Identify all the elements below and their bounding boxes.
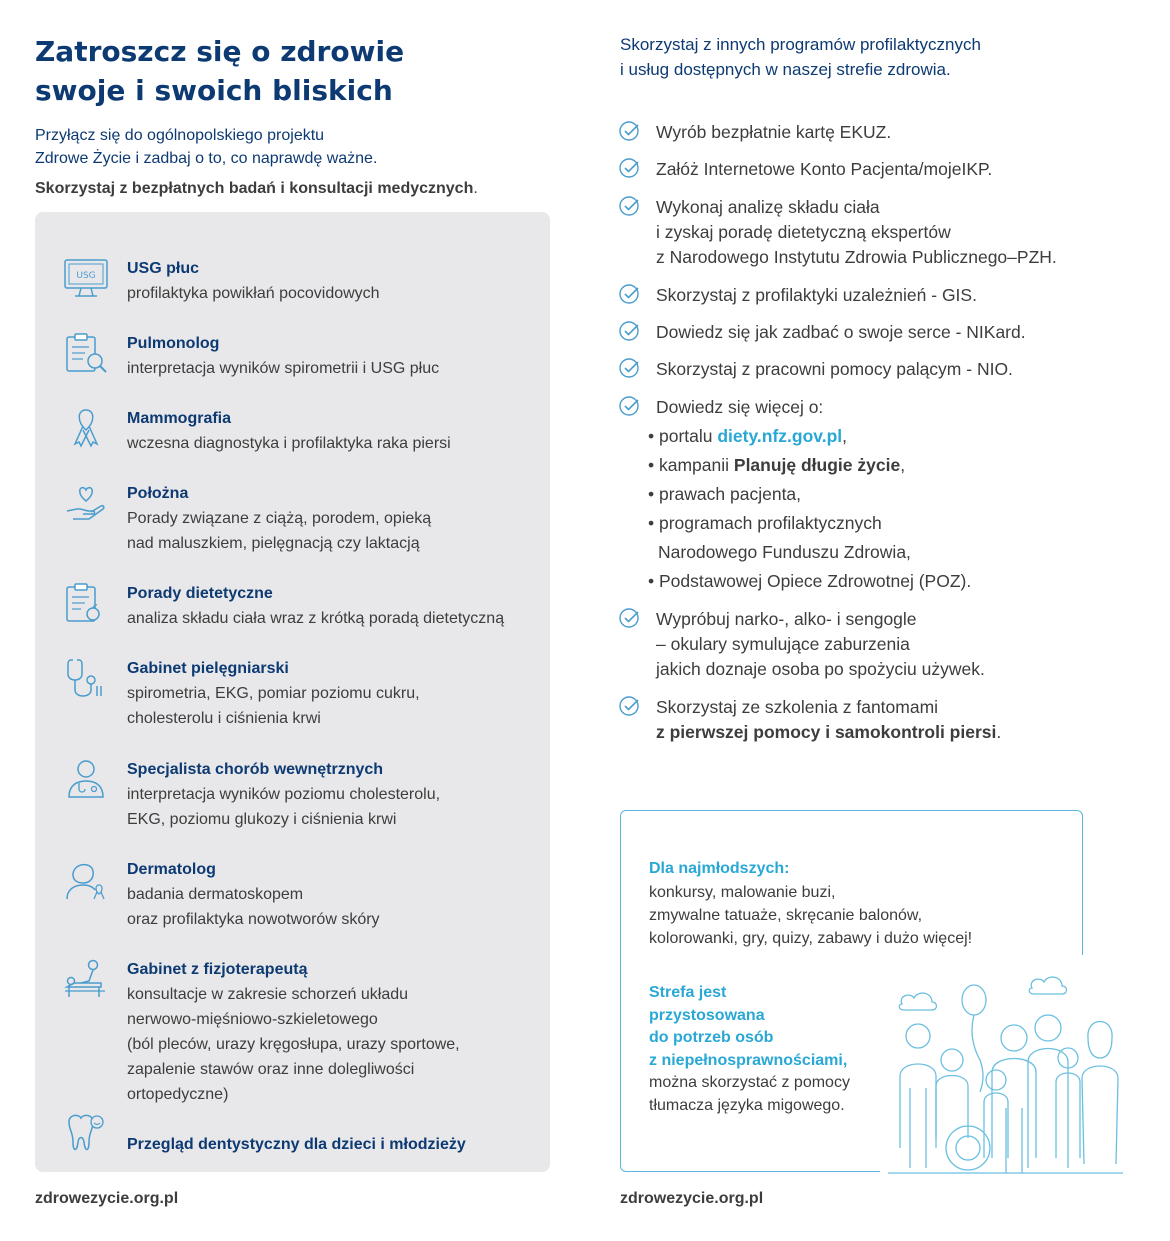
service-desc: nad maluszkiem, pielęgnacją czy laktacją bbox=[127, 535, 420, 552]
check-circle-icon bbox=[618, 283, 640, 305]
heart-hand-icon bbox=[63, 481, 109, 527]
service-desc: interpretacja wyników poziomu cholesterolu, bbox=[127, 786, 441, 803]
service-desc: zapalenie stawów oraz inne dolegliwości bbox=[127, 1061, 415, 1078]
right-intro: Skorzystaj z innych programów profilaktycznych i usług dostępnych w naszej strefie zdrowia. bbox=[620, 35, 981, 79]
service-desc: ortopedyczne) bbox=[127, 1086, 229, 1103]
intro-bold-text: Skorzystaj z bezpłatnych badań i konsultacji medycznych. bbox=[35, 180, 478, 197]
kids-description: konkursy, malowanie buzi, zmywalne tatuaże, skręcanie balonów, kolorowanki, gry, quizy, zabawy i dużo więcej! bbox=[649, 884, 973, 947]
service-title: Pulmonolog bbox=[127, 335, 220, 352]
accessibility-description: można skorzystać z pomocy tłumacza języka migowego. bbox=[649, 1074, 850, 1114]
service-title: Dermatolog bbox=[127, 861, 216, 878]
service-desc: Porady związane z ciążą, porodem, opieką bbox=[127, 510, 432, 527]
check-circle-icon bbox=[618, 320, 640, 342]
service-title: USG płuc bbox=[127, 260, 200, 277]
kids-heading: Dla najmłodszych: bbox=[649, 860, 790, 877]
learn-more-list bbox=[648, 422, 971, 596]
service-title: Specjalista chorób wewnętrznych bbox=[127, 761, 384, 778]
svg-text:USG: USG bbox=[76, 271, 96, 281]
intro-text: Przyłącz się do ogólnopolskiego projektu Zdrowe Życie i zadbaj o to, co naprawdę ważne. bbox=[35, 127, 378, 167]
services-panel bbox=[35, 212, 550, 1172]
check-circle-icon bbox=[618, 395, 640, 417]
service-desc: interpretacja wyników spirometrii i USG płuc bbox=[127, 360, 440, 377]
doctor-icon bbox=[63, 757, 109, 803]
bullet-kampania: • kampanii Planuję długie życie, bbox=[648, 455, 906, 475]
bullet-prawa: • prawach pacjenta, bbox=[648, 484, 802, 504]
service-title: Porady dietetyczne bbox=[127, 585, 273, 602]
check-circle-icon bbox=[618, 195, 640, 217]
woman-ribbon-icon bbox=[63, 857, 109, 903]
check-circle-icon bbox=[618, 607, 640, 629]
service-desc: konsultacje w zakresie schorzeń układu bbox=[127, 986, 409, 1003]
service-desc: analiza składu ciała wraz z krótką poradą dietetyczną bbox=[127, 610, 505, 627]
check-circle-icon bbox=[618, 695, 640, 717]
service-title: Przegląd dentystyczny dla dzieci i młodzieży bbox=[127, 1136, 466, 1153]
left-header bbox=[35, 32, 555, 198]
service-title: Gabinet pielęgniarski bbox=[127, 660, 289, 677]
service-desc: cholesterolu i ciśnienia krwi bbox=[127, 710, 321, 727]
footer-url-right[interactable]: zdrowezycie.org.pl bbox=[620, 1190, 764, 1207]
usg-monitor-icon bbox=[63, 256, 109, 302]
bullet-programy: • programach profilaktycznych bbox=[648, 513, 882, 533]
physiotherapy-icon bbox=[63, 957, 109, 1003]
accessibility-heading: Strefa jest przystosowana do potrzeb osób z niepełnosprawnościami, bbox=[649, 984, 848, 1069]
footer-url-left[interactable]: zdrowezycie.org.pl bbox=[35, 1190, 179, 1207]
page-title: Zatroszcz się o zdrowie swoje i swoich bliskich bbox=[35, 35, 405, 107]
service-desc: wczesna diagnostyka i profilaktyka raka piersi bbox=[127, 435, 451, 452]
check-circle-icon bbox=[618, 357, 640, 379]
bullet-portal: • portalu diety.nfz.gov.pl, bbox=[648, 426, 847, 446]
clipboard-magnifier-icon bbox=[63, 331, 109, 377]
service-desc: (ból pleców, urazy kręgosłupa, urazy sportowe, bbox=[127, 1036, 460, 1053]
service-desc: spirometria, EKG, pomiar poziomu cukru, bbox=[127, 685, 420, 702]
service-title: Położna bbox=[127, 485, 189, 502]
tooth-icon bbox=[63, 1112, 109, 1158]
check-circle-icon bbox=[618, 157, 640, 179]
check-circle-icon bbox=[618, 120, 640, 142]
stethoscope-icon bbox=[63, 656, 109, 702]
service-title: Mammografia bbox=[127, 410, 232, 427]
service-desc: nerwowo-mięśniowo-szkieletowego bbox=[127, 1011, 378, 1028]
service-desc: EKG, poziomu glukozy i ciśnienia krwi bbox=[127, 811, 397, 828]
clipboard-apple-icon bbox=[63, 581, 109, 627]
family-illustration bbox=[888, 968, 1123, 1178]
service-desc: badania dermatoskopem bbox=[127, 886, 304, 903]
bullet-poz: • Podstawowej Opiece Zdrowotnej (POZ). bbox=[648, 571, 972, 591]
service-desc: oraz profilaktyka nowotworów skóry bbox=[127, 911, 380, 928]
bullet-programy-cont: Narodowego Funduszu Zdrowia, bbox=[658, 542, 911, 562]
service-desc: profilaktyka powikłań pocovidowych bbox=[127, 285, 380, 302]
service-title: Gabinet z fizjoterapeutą bbox=[127, 961, 308, 978]
diety-link[interactable]: diety.nfz.gov.pl bbox=[717, 426, 843, 446]
awareness-ribbon-icon bbox=[63, 406, 109, 452]
